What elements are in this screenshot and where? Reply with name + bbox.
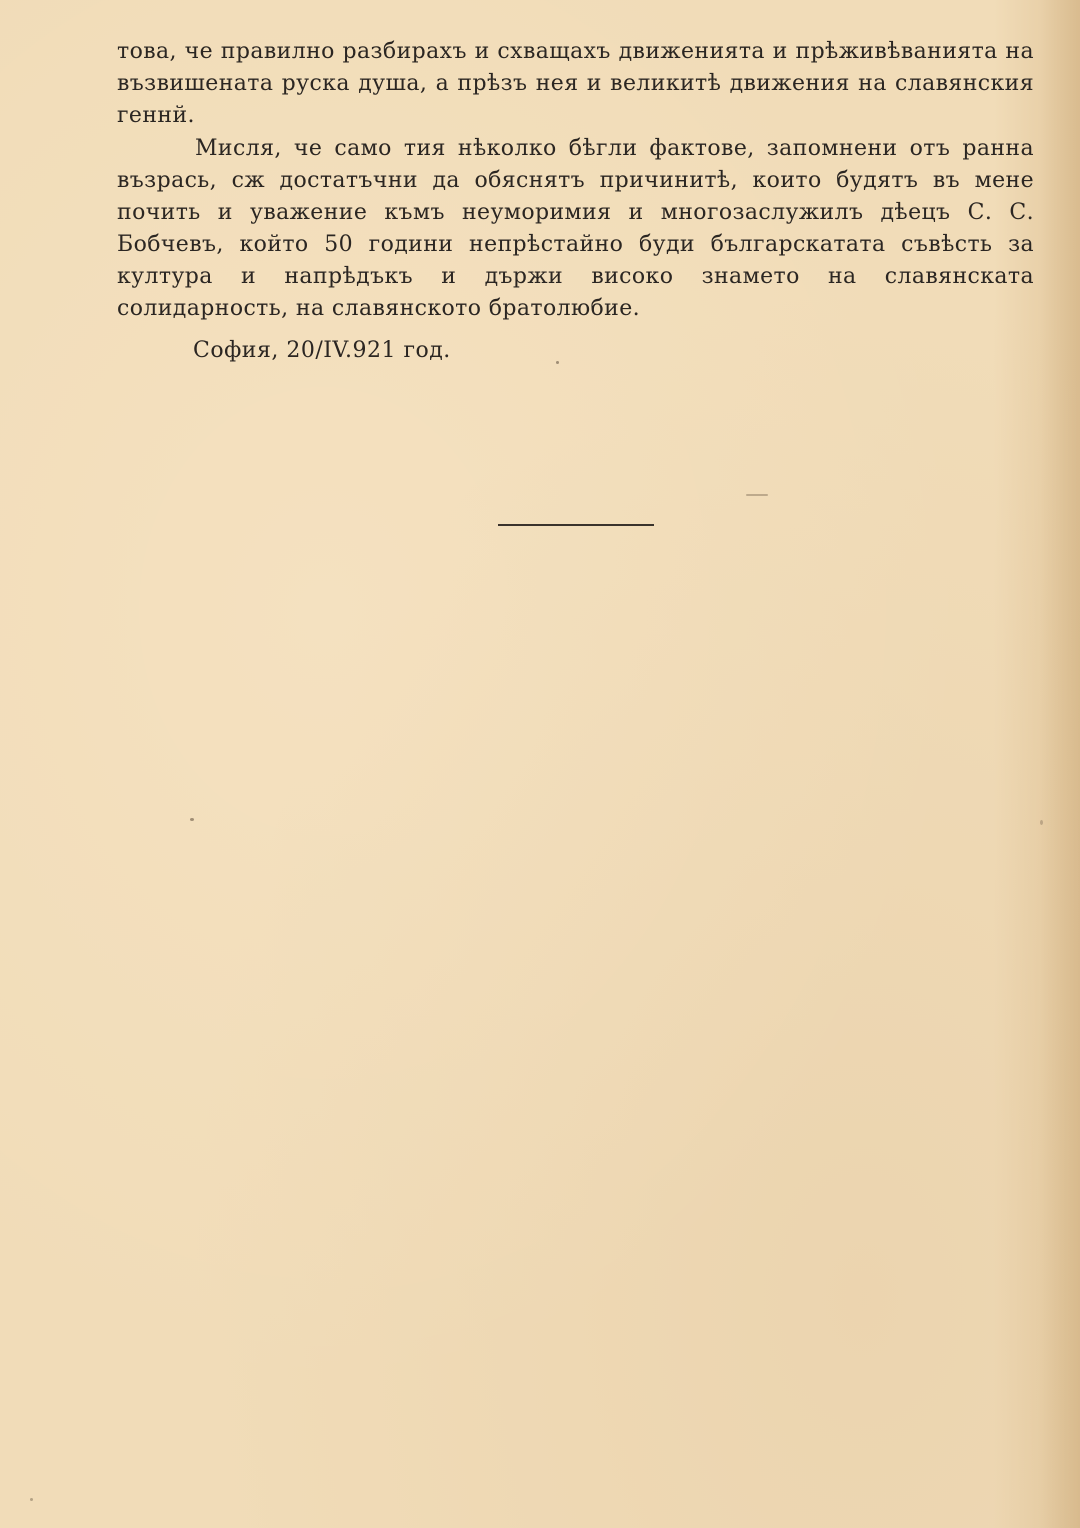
page-edge-shadow xyxy=(1040,0,1080,1528)
paper-speck xyxy=(746,494,768,496)
paper-speck xyxy=(556,361,559,364)
paper-speck xyxy=(30,1498,33,1501)
body-text xyxy=(117,36,1034,325)
closing-rule xyxy=(498,524,654,526)
paper-speck xyxy=(1040,820,1043,825)
paragraph-continuation: това, че правилно разбирахъ и схващахъ движенията и прѣживѣванията на възвишената руска душа, а прѣзъ нея и великитѣ движения на славянския геннй. xyxy=(117,39,1034,128)
paper-speck xyxy=(190,818,194,821)
paragraph-main: Мисля, че само тия нѣколко бѣгли фактове, запомнени отъ ранна възрась, сж достатъчни да обяснятъ причинитѣ, които будятъ въ мене почить и уважение къмъ неуморимия и многозаслужилъ дѣецъ С. С. Бобчевъ, който 50 години непрѣстайно буди българскатата съвѣсть за култура и напрѣдъкъ и държи високо знамето на славянската солидарность, на славянското братолюбие. xyxy=(117,136,1034,321)
place-date-line: София, 20/IV.921 год. xyxy=(193,338,451,363)
